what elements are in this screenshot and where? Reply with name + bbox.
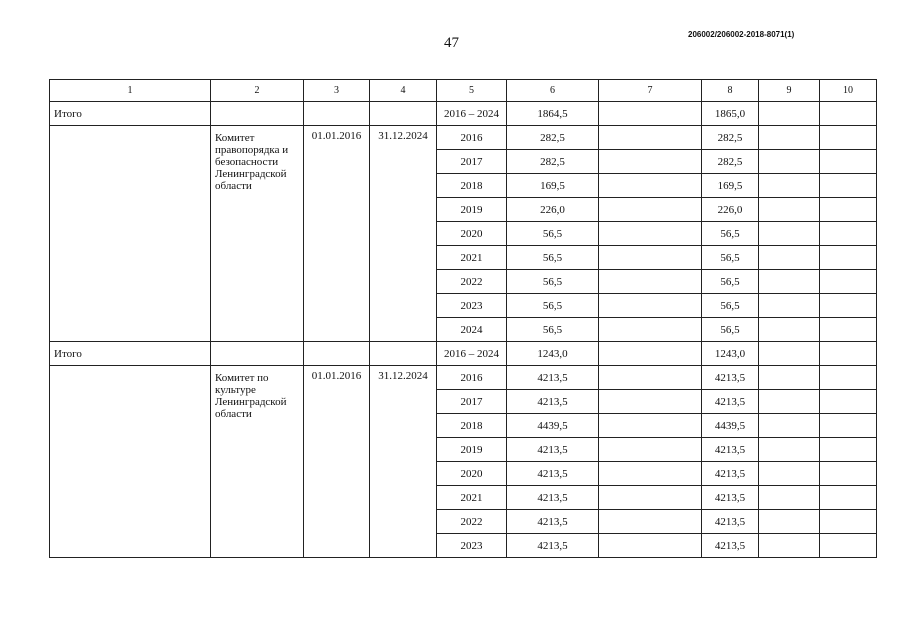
col8-cell: 56,5 [702,318,759,342]
document-code: 206002/206002-2018-8071(1) [688,30,795,39]
col6-cell: 4213,5 [507,462,599,486]
col8-cell: 4213,5 [702,486,759,510]
page-number: 47 [444,35,459,51]
year-cell: 2024 [437,318,507,342]
col8-cell: 4213,5 [702,462,759,486]
organization-name: Комитет по культуре Ленинградской области [211,366,304,558]
col8-cell: 226,0 [702,198,759,222]
end-date: 31.12.2024 [370,366,437,558]
col8-cell: 56,5 [702,222,759,246]
year-cell: 2017 [437,390,507,414]
col6-cell: 4439,5 [507,414,599,438]
year-cell: 2016 [437,366,507,390]
budget-table [49,79,877,558]
col6-cell: 4213,5 [507,438,599,462]
start-date: 01.01.2016 [304,366,370,558]
table-row [50,126,877,150]
start-date: 01.01.2016 [304,126,370,342]
organization-name: Комитет правопорядка и безопасности Ленинградской области [211,126,304,342]
total-label: Итого [50,102,211,126]
year-cell: 2018 [437,414,507,438]
col8-cell: 4213,5 [702,390,759,414]
col8-cell: 282,5 [702,126,759,150]
year-cell: 2021 [437,486,507,510]
year-cell: 2017 [437,150,507,174]
column-header-row [50,80,877,102]
total-row [50,342,877,366]
col6-cell: 56,5 [507,270,599,294]
total-col6: 1243,0 [507,342,599,366]
column-header: 10 [820,80,877,102]
col6-cell: 169,5 [507,174,599,198]
column-header: 7 [599,80,702,102]
col6-cell: 282,5 [507,126,599,150]
column-header: 9 [759,80,820,102]
col6-cell: 56,5 [507,222,599,246]
col6-cell: 4213,5 [507,366,599,390]
year-cell: 2022 [437,510,507,534]
column-header: 5 [437,80,507,102]
year-cell: 2019 [437,198,507,222]
column-header: 1 [50,80,211,102]
total-row [50,102,877,126]
col6-cell: 4213,5 [507,510,599,534]
total-period: 2016 – 2024 [437,102,507,126]
table-row [50,366,877,390]
total-col8: 1243,0 [702,342,759,366]
col8-cell: 282,5 [702,150,759,174]
col6-cell: 56,5 [507,246,599,270]
col8-cell: 169,5 [702,174,759,198]
total-col6: 1864,5 [507,102,599,126]
end-date: 31.12.2024 [370,126,437,342]
year-cell: 2020 [437,222,507,246]
column-header: 8 [702,80,759,102]
col8-cell: 4213,5 [702,534,759,558]
year-cell: 2020 [437,462,507,486]
column-header: 4 [370,80,437,102]
year-cell: 2023 [437,534,507,558]
year-cell: 2016 [437,126,507,150]
year-cell: 2018 [437,174,507,198]
col8-cell: 56,5 [702,270,759,294]
col6-cell: 56,5 [507,294,599,318]
col6-cell: 282,5 [507,150,599,174]
year-cell: 2023 [437,294,507,318]
col8-cell: 4213,5 [702,438,759,462]
col8-cell: 56,5 [702,246,759,270]
col8-cell: 4213,5 [702,510,759,534]
col6-cell: 4213,5 [507,486,599,510]
total-period: 2016 – 2024 [437,342,507,366]
col8-cell: 4439,5 [702,414,759,438]
col6-cell: 56,5 [507,318,599,342]
total-label: Итого [50,342,211,366]
col8-cell: 56,5 [702,294,759,318]
total-col8: 1865,0 [702,102,759,126]
column-header: 3 [304,80,370,102]
year-cell: 2019 [437,438,507,462]
column-header: 2 [211,80,304,102]
column-header: 6 [507,80,599,102]
col6-cell: 4213,5 [507,390,599,414]
year-cell: 2021 [437,246,507,270]
year-cell: 2022 [437,270,507,294]
col6-cell: 4213,5 [507,534,599,558]
col6-cell: 226,0 [507,198,599,222]
col8-cell: 4213,5 [702,366,759,390]
